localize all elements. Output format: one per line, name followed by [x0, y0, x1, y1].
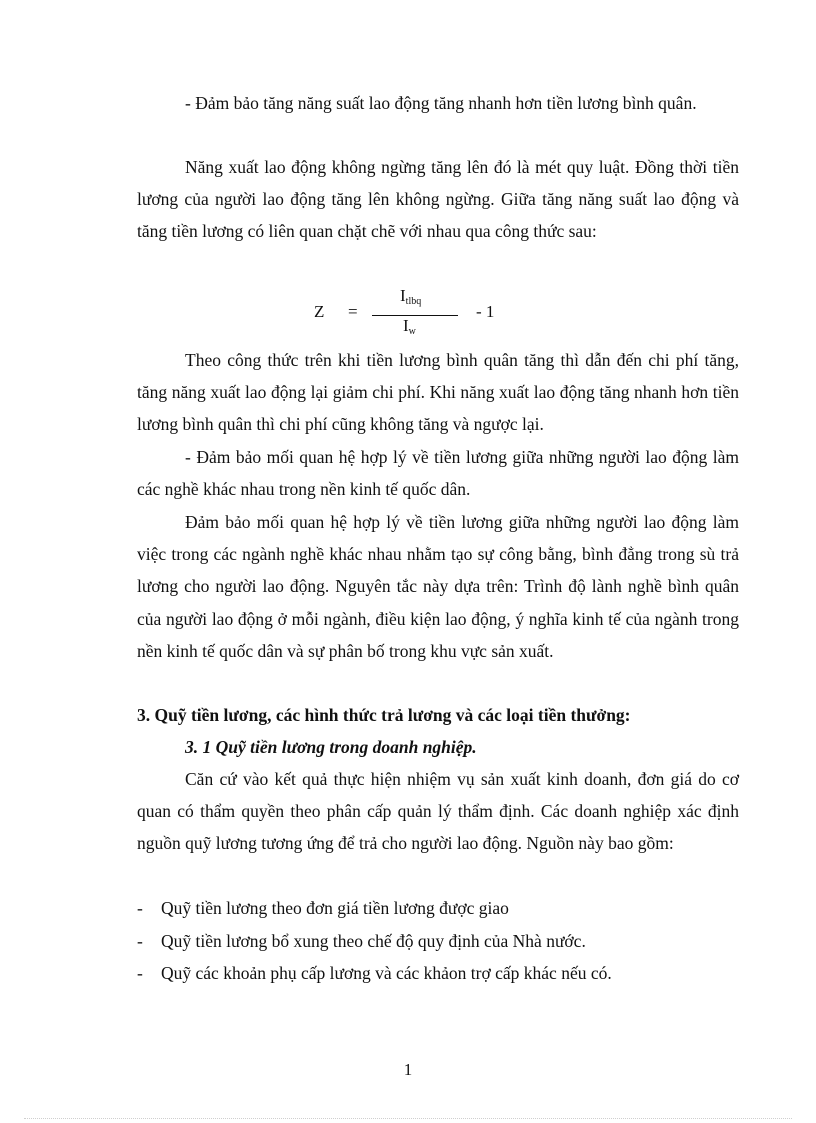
paragraph-productivity-law: Năng xuất lao động không ngừng tăng lên đó là mét quy luật. Đồng thời tiền lương của người lao động tăng lên không ngừng. Giữa tăng năng suất lao động và tăng tiền lương có liên quan chặt chẽ với nhau qua công thức sau: [137, 157, 739, 242]
paragraph-productivity-principle: - Đảm bảo tăng năng suất lao động tăng nhanh hơn tiền lương bình quân. [185, 93, 697, 113]
paragraph-wage-fund-sources: Căn cứ vào kết quả thực hiện nhiệm vụ sản xuất kinh doanh, đơn giá do cơ quan có thẩm quyền theo phân cấp quản lý thẩm định. Các doanh nghiệp xác định nguồn quỹ lương tương ứng để trả cho người lao động. Nguồn này bao gồm: [137, 769, 739, 854]
formula-lhs: Z [314, 302, 325, 321]
paragraph-wage-relation-principle: - Đảm bảo mối quan hệ hợp lý về tiền lương giữa những người lao động làm các nghề khác nhau trong nền kinh tế quốc dân. [137, 447, 739, 500]
paragraph-wage-relation-detail: Đảm bảo mối quan hệ hợp lý về tiền lương giữa những người lao động làm việc trong các ngành nghề khác nhau nhằm tạo sự công bằng, bình đẳng trong sù trả lương cho người lao động. Nguyên tắc này dựa trên: Trình độ lành nghề bình quân của người lao động ở mỗi ngành, điều kiện lao động, ý nghĩa kinh tế của ngành trong nền kinh tế quốc dân và sự phân bố trong khu vực sản xuất. [137, 512, 739, 661]
document-page: - Đảm bảo tăng năng suất lao động tăng nhanh hơn tiền lương bình quân. Năng xuất lao động không ngừng tăng lên đó là mét quy luật. Đồng thời tiền lương của người lao động tăng lên không ngừng. Giữa tăng năng suất lao động và tăng tiền lương có liên quan chặt chẽ với nhau qua công thức sau: Z = $I_{tlbq}$ $I_w$ - 1 Theo công thức trên khi tiền lương bình quân tăng thì dẫn đến chi phí tăng, tăng năng xuất lao động lại giảm chi phí. Khi năng xuất lao động tăng nhanh hơn tiền lương bình quân thì chi phí cũng không tăng và ngược lại. - Đảm bảo mối quan hệ hợp lý về tiền lương giữa những người lao động làm các nghề khác nhau trong nền kinh tế quốc dân. Đảm bảo mối quan hệ hợp lý về tiền lương giữa những người lao động làm việc trong các ngành nghề khác nhau nhằm tạo sự công bằng, bình đẳng trong sù trả lương cho người lao động. Nguyên tắc này dựa trên: Trình độ lành nghề bình quân của người lao động ở mỗi ngành, điều kiện lao động, ý nghĩa kinh tế của ngành trong nền kinh tế quốc dân và sự phân bố trong khu vực sản xuất. 3. Quỹ tiền lương, các hình thức trả lương và các loại tiền thưởng: 3. 1 Quỹ tiền lương trong doanh nghiệp. Căn cứ vào kết quả thực hiện nhiệm vụ sản xuất kinh doanh, đơn giá do cơ quan có thẩm quyền theo phân cấp quản lý thẩm định. Các doanh nghiệp xác định nguồn quỹ lương tương ứng để trả cho người lao động. Nguồn này bao gồm: - Quỹ tiền lương theo đơn giá tiền lương được giao - Quỹ tiền lương bổ xung theo chế độ quy định của Nhà nước. - Quỹ các khoản phụ cấp lương và các khảon trợ cấp khác nếu có. 1 [0, 0, 816, 1123]
formula-tail: - 1 [476, 302, 495, 321]
formula-z [300, 282, 540, 342]
subsection-heading-3-1: 3. 1 Quỹ tiền lương trong doanh nghiệp. [185, 737, 477, 757]
page-number: 1 [403, 1060, 413, 1079]
formula-numerator: $I_{tlbq}$ [400, 286, 422, 307]
footer-divider [24, 1118, 792, 1119]
section-heading-3: 3. Quỹ tiền lương, các hình thức trả lương và các loại tiền thưởng: [137, 705, 631, 725]
formula-denominator: $I_w$ [403, 316, 416, 337]
paragraph-formula-explanation: Theo công thức trên khi tiền lương bình quân tăng thì dẫn đến chi phí tăng, tăng năng xuất lao động lại giảm chi phí. Khi năng xuất lao động tăng nhanh hơn tiền lương bình quân thì chi phí cũng không tăng và ngược lại. [137, 350, 739, 435]
formula-equals: = [348, 302, 358, 321]
